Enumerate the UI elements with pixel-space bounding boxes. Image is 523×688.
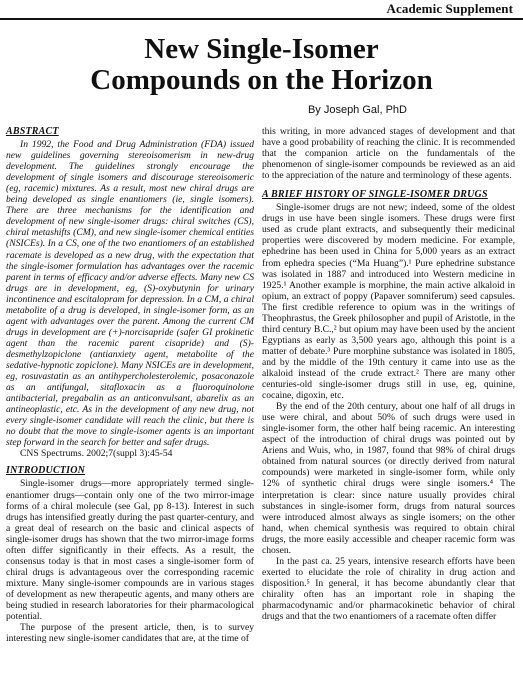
- introduction-paragraph-2-continued: this writing, in more advanced stages of development and that have a good probability of reaching the clinic. It is recommended that the companion article on the fundamentals of the phenomenon of single-isomer compounds be reviewed as an aid to the appreciation of the nature and terminology of these agents.: [262, 126, 515, 182]
- running-header: [0, 0, 523, 22]
- title-line-1: New Single-Isomer: [144, 33, 379, 65]
- abstract-heading: ABSTRACT: [6, 126, 59, 137]
- history-paragraph-1: Single-isomer drugs are not new; indeed, some of the oldest drugs in use have been single isomers. These drugs were first used as crude plant extracts, and subsequently their medicinal properties were discovered by modern medicine. For example, ephedrine has been used in China for 5,000 years as an extract from ephedra species (“Ma Huang”).¹ Pure ephedrine substance was isolated in 1887 and introduced into Western medicine in 1925.¹ Another example is morphine, the main active alkaloid in opium, an extract of poppy (Papaver somniferum) seed capsules. The first credible reference to opium was in the writings of Theophrastus, the Greek philosopher and pupil of Aristotle, in the third century B.C.,² but opium may have been used by the ancient Egyptians as early as 3,500 years ago, although this point is a matter of debate.³ Pure morphine substance was isolated in 1805, and by the middle of the 19th century it came into use as the alkaloid instead of the crude extract.² There are many other centuries-old single-isomer drugs still in use, eg, quinine, cocaine, digoxin, etc.: [262, 202, 515, 402]
- author-byline: By Joseph Gal, PhD: [307, 104, 407, 116]
- title-line-2: Compounds on the Horizon: [90, 64, 433, 96]
- introduction-heading: INTRODUCTION: [6, 465, 86, 477]
- right-column: [262, 126, 515, 622]
- section-gap: [262, 181, 515, 189]
- introduction-paragraph-1: Single-isomer drugs—more appropriately termed single-enantiomer drugs—contain only one of the two mirror-image forms of a chiral molecule (see Gal, pp 8-13). Interest in such drugs has intensified greatly during the past quarter-century, and a great deal of research on the basic and clinical aspects of single-isomer drugs has shown that the two mirror-image forms often differ significantly in their effects. As a result, the consensus today is that in most cases a single-isomer form of chiral drugs is advantageous over the corresponding racemic mixture. Many single-isomer compounds are in various stages of development as new therapeutic agents, and many others are being studied in research laboratories for their pharmacological potential.: [6, 478, 254, 623]
- abstract-citation: CNS Spectrums. 2002;7(suppl 3):45-54: [20, 448, 173, 460]
- history-paragraph-3: In the past ca. 25 years, intensive research efforts have been exerted to elucidate the role of chirality in drug action and disposition.⁵ In general, it has become abundantly clear that chirality often has an important role in shaping the pharmacodynamic and/or pharmacokinetic behavior of chiral drugs and that the two enantiomers of a racemate often differ: [262, 555, 515, 623]
- history-paragraph-2: By the end of the 20th century, about one half of all drugs in use were chiral, and about 50% of such drugs were used in single-isomer form, the other half being racemic. An interesting aspect of the introduction of chiral drugs was pointed out by Ariens and Wuis, who, in 1987, found that 98% of chiral drugs obtained from natural sources (or directly derived from natural compounds) were marketed in single-isomer form, while only 12% of synthetic chiral drugs were single isomers.⁴ The interpretation is clear: since nature usually provides chiral substances in single-isomer form, drugs from natural sources were introduced almost always as single isomers; on the other hand, when chemical synthesis was required to obtain chiral drugs, the more easily accessible and cheaper racemic form was chosen.: [262, 401, 515, 556]
- header-rule: [0, 18, 523, 20]
- introduction-paragraph-2: The purpose of the present article, then, is to survey interesting new single-isomer candidates that are, at the time of: [6, 622, 254, 645]
- history-heading: A BRIEF HISTORY OF SINGLE-ISOMER DRUGS: [262, 189, 488, 201]
- abstract-body: In 1992, the Food and Drug Administration (FDA) issued new guidelines governing stereoisomerism in new-drug development. The guidelines strongly encourage the development of single isomers and discourage stereoisomeric (eg, racemic) mixtures. As a result, most new chiral drugs are being developed as single enantiomers (ie, single isomers). There are three mechanisms for the identification and development of new single-isomer drugs: chiral switches (CS), chiral metashifts (CM), and new single-isomer chemical entities (NSICEs). In a CS, one of the two enantiomers of an established racemate is developed as a new drug, with the expectation that the single-isomer formulation has advantages over the racemic parent in terms of efficacy and/or adverse effects. Many new CS drugs are in development, eg, (S)-oxybutynin for urinary incontinence and escitalopram for depression. In a CM, a chiral metabolite of a drug is developed, in single-isomer form, as an agent with advantages over the parent. Among the current CM drugs in development are (+)-norcisapride (safer GI prokinetic agent than the racemic parent cisapride) and (S)-desmethylzopiclone (antianxiety agent, metabolite of the sedative-hypnotic zopiclone). Many NSICEs are in development, eg, rosuvastatin as an antihypercholesterolemic, posaconazole as an antifungal, sitafloxacin as a fluoroquinolone antibacterial, pregabalin as an anticonvulsant, abarelix as an antineoplastic, etc. As in the development of any new drug, not every single-isomer candidate will reach the clinic, but there is no doubt that the move to single-isomer agents is an important step forward in the search for better and safer drugs.: [6, 139, 254, 449]
- section-label: Academic Supplement: [386, 1, 513, 16]
- article-title: [0, 34, 523, 96]
- left-column: [6, 126, 254, 644]
